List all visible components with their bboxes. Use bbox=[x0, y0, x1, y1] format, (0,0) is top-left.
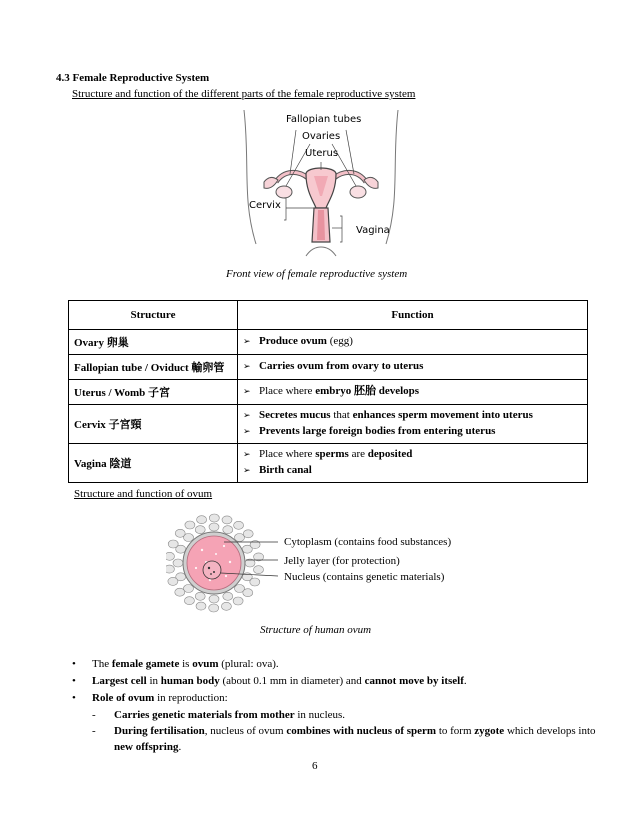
cervix-label: Cervix bbox=[249, 200, 281, 211]
text-run: embryo 胚胎 develops bbox=[315, 385, 420, 397]
function-item bbox=[243, 447, 582, 463]
follicle-cell bbox=[223, 592, 233, 600]
follicle-cell bbox=[166, 552, 175, 560]
text-run: new offspring bbox=[114, 741, 179, 753]
follicle-cell bbox=[250, 578, 260, 586]
text-run: in reproduction: bbox=[154, 692, 228, 704]
follicle-cell bbox=[184, 597, 194, 605]
text-run: which develops into bbox=[504, 725, 596, 737]
function-cell bbox=[238, 444, 588, 483]
arrow-bullet-icon: ➢ bbox=[243, 450, 251, 460]
function-item bbox=[243, 463, 582, 479]
structure-cell: Vagina 陰道 bbox=[69, 444, 238, 483]
follicle-cell bbox=[209, 523, 219, 531]
header-function: Function bbox=[238, 301, 588, 330]
text-run: are bbox=[348, 448, 368, 460]
text-run: (about 0.1 mm in diameter) and bbox=[219, 675, 365, 687]
follicle-cell bbox=[168, 577, 178, 585]
sub-list-item bbox=[70, 723, 600, 755]
dash-bullet-icon: - bbox=[92, 725, 96, 737]
text-run: Birth canal bbox=[259, 464, 312, 476]
table-row bbox=[69, 330, 588, 355]
text-run: deposited bbox=[367, 448, 413, 460]
figure1-caption: Front view of female reproductive system bbox=[226, 268, 408, 280]
text-run: . bbox=[463, 675, 467, 687]
text-run: Carries ovum from ovary to uterus bbox=[259, 360, 424, 372]
sub-list-item bbox=[70, 707, 600, 723]
text-run: is bbox=[179, 658, 193, 670]
text-run: in nucleus. bbox=[294, 709, 346, 721]
follicle-cell bbox=[209, 514, 219, 522]
bullet-icon: • bbox=[72, 658, 76, 670]
function-cell bbox=[238, 380, 588, 405]
structure-cell: Fallopian tube / Oviduct 輸卵管 bbox=[69, 355, 238, 380]
table-row bbox=[69, 380, 588, 405]
follicle-cell bbox=[243, 530, 253, 538]
table-body bbox=[69, 330, 588, 483]
text-run: (egg) bbox=[326, 335, 353, 347]
text-run: sperms bbox=[315, 448, 349, 460]
text-run: ovum bbox=[192, 658, 219, 670]
text-run: that bbox=[330, 409, 353, 421]
figure2-caption: Structure of human ovum bbox=[260, 624, 372, 636]
vagina-label: Vagina bbox=[356, 225, 390, 236]
follicle-cell bbox=[166, 565, 174, 573]
structure-function-table bbox=[68, 300, 588, 483]
text-run: During fertilisation bbox=[114, 725, 205, 737]
follicle-cell bbox=[223, 526, 233, 534]
function-cell bbox=[238, 405, 588, 444]
text-run: Place where bbox=[259, 385, 316, 397]
follicle-cell bbox=[222, 516, 232, 524]
follicle-cell bbox=[196, 602, 206, 610]
follicle-cell bbox=[195, 592, 205, 600]
function-item bbox=[243, 359, 582, 375]
function-cell bbox=[238, 355, 588, 380]
text-run: enhances sperm movement into uterus bbox=[352, 409, 533, 421]
text-run: , nucleus of ovum bbox=[204, 725, 287, 737]
ovum-heading: Structure and function of ovum bbox=[74, 488, 213, 500]
follicle-cell bbox=[173, 559, 183, 567]
structure-cell: Cervix 子宮頸 bbox=[69, 405, 238, 444]
text-run: (plural: ova). bbox=[218, 658, 279, 670]
arrow-bullet-icon: ➢ bbox=[243, 337, 251, 347]
text-run: Place where bbox=[259, 448, 316, 460]
page-number: 6 bbox=[312, 760, 318, 772]
arrow-bullet-icon: ➢ bbox=[243, 362, 251, 372]
table-row bbox=[69, 444, 588, 483]
text-run: zygote bbox=[474, 725, 505, 737]
follicle-cell bbox=[234, 521, 244, 529]
follicle-cell bbox=[209, 595, 219, 603]
nucleus-label: Nucleus (contains genetic materials) bbox=[284, 571, 445, 583]
function-cell bbox=[238, 330, 588, 355]
function-item bbox=[243, 384, 582, 400]
text-run: Secretes mucus bbox=[259, 409, 331, 421]
follicle-cell bbox=[168, 540, 178, 548]
bullet-icon: • bbox=[72, 675, 76, 687]
bullet-icon: • bbox=[72, 692, 76, 704]
table-row bbox=[69, 405, 588, 444]
text-run: Largest cell bbox=[92, 675, 147, 687]
text-run: to form bbox=[436, 725, 475, 737]
reproductive-system-diagram bbox=[236, 104, 406, 264]
follicle-cell bbox=[184, 585, 194, 593]
structure-cell: Ovary 卵巢 bbox=[69, 330, 238, 355]
text-run: Produce ovum bbox=[259, 335, 327, 347]
text-run: cannot move by itself bbox=[364, 675, 464, 687]
cytoplasm-label: Cytoplasm (contains food substances) bbox=[284, 536, 452, 548]
follicle-cell bbox=[209, 604, 219, 612]
arrow-bullet-icon: ➢ bbox=[243, 427, 251, 437]
section-heading: 4.3 Female Reproductive System bbox=[56, 72, 210, 84]
follicle-cell bbox=[243, 589, 253, 597]
function-item bbox=[243, 408, 582, 424]
arrow-bullet-icon: ➢ bbox=[243, 387, 251, 397]
subheading: Structure and function of the different parts of the female reproductive system bbox=[72, 88, 416, 100]
follicle-cell bbox=[235, 534, 245, 542]
uterus-label: Uterus bbox=[305, 148, 339, 159]
dash-bullet-icon: - bbox=[92, 709, 96, 721]
header-structure: Structure bbox=[69, 301, 238, 330]
list-item bbox=[70, 673, 600, 689]
list-item bbox=[70, 690, 600, 706]
text-run: human body bbox=[160, 675, 220, 687]
follicle-cell bbox=[175, 588, 185, 596]
follicle-cell bbox=[175, 529, 185, 537]
text-run: combines with nucleus of sperm bbox=[286, 725, 437, 737]
text-run: female gamete bbox=[111, 658, 180, 670]
structure-cell: Uterus / Womb 子宮 bbox=[69, 380, 238, 405]
arrow-bullet-icon: ➢ bbox=[243, 466, 251, 476]
ovaries-label: Ovaries bbox=[302, 131, 341, 142]
follicle-cell bbox=[233, 597, 243, 605]
function-item bbox=[243, 424, 582, 440]
follicle-cell bbox=[197, 516, 207, 524]
text-run: Prevents large foreign bodies from entering uterus bbox=[259, 425, 496, 437]
ovum-facts-list bbox=[70, 656, 600, 755]
list-item bbox=[70, 656, 600, 672]
text-run: . bbox=[178, 741, 182, 753]
follicle-cell bbox=[254, 566, 264, 574]
text-run: The bbox=[92, 658, 112, 670]
table-row bbox=[69, 355, 588, 380]
jelly-layer-label: Jelly layer (for protection) bbox=[284, 555, 400, 567]
function-item bbox=[243, 334, 582, 350]
fallopian-label: Fallopian tubes bbox=[286, 114, 362, 125]
text-run: Carries genetic materials from mother bbox=[114, 709, 295, 721]
arrow-bullet-icon: ➢ bbox=[243, 411, 251, 421]
follicle-cell bbox=[221, 602, 231, 610]
follicle-cell bbox=[195, 526, 205, 534]
text-run: in bbox=[146, 675, 161, 687]
follicle-cell bbox=[185, 521, 195, 529]
text-run: Role of ovum bbox=[92, 692, 155, 704]
